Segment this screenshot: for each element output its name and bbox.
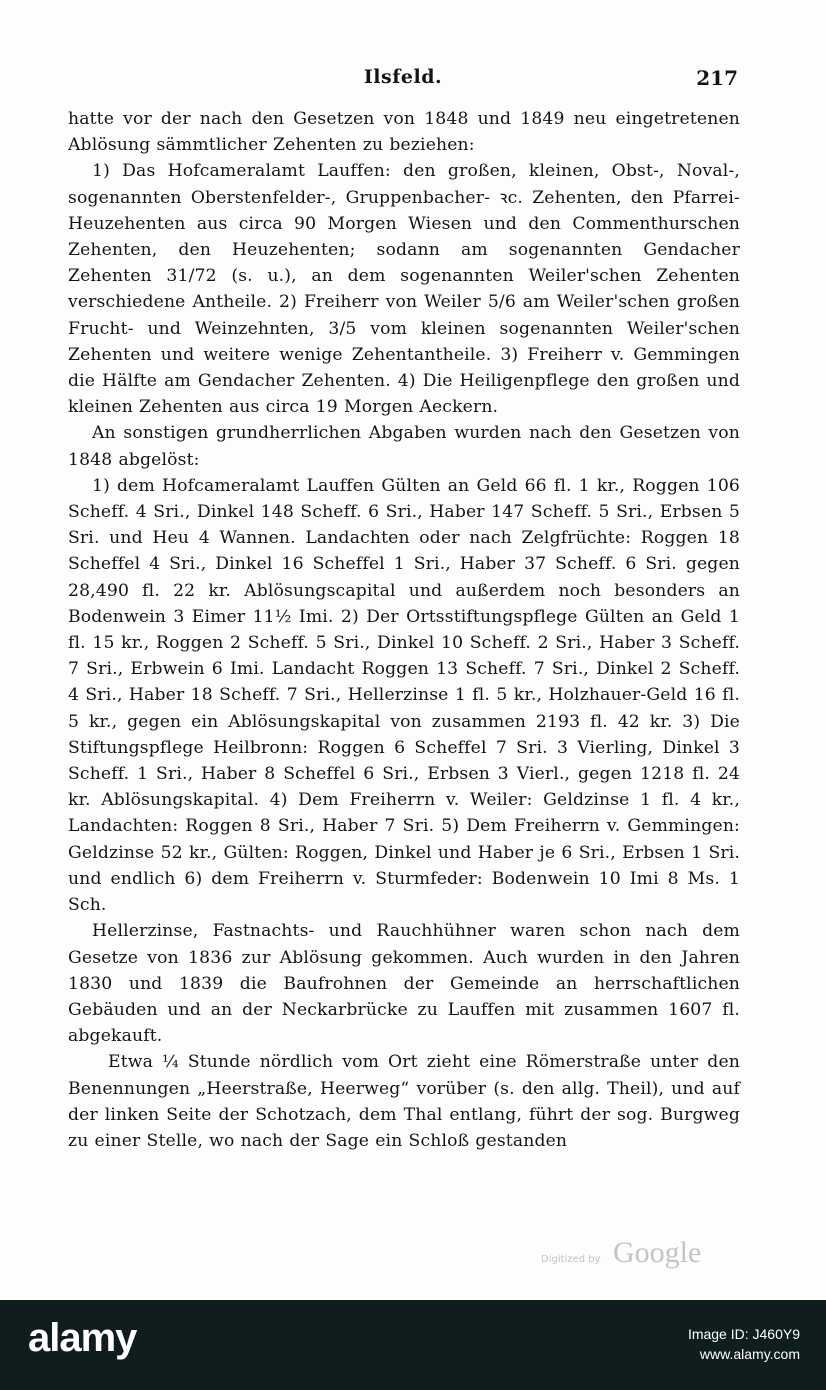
- paragraph-intro: hatte vor der nach den Gesetzen von 1848 und 1849 neu eingetretenen Ablösung sämmtlicher Zehenten zu beziehen:: [68, 109, 740, 156]
- google-logo: Google: [613, 1236, 702, 1269]
- banner-meta: [688, 1324, 800, 1364]
- paragraph-abgaben-intro: An sonstigen grundherrlichen Abgaben wurden nach den Gesetzen von 1848 abgelöst:: [68, 423, 740, 470]
- image-id-label: Image ID: J460Y9: [687, 1326, 800, 1342]
- paragraph-roemerstrasse: Etwa ¼ Stunde nördlich vom Ort zieht eine Römerstraße unter den Benennungen „Heerstraße, Heerweg“ vorüber (s. den allg. Theil), und auf der linken Seite der Schotzach, dem Thal entlang, führt der sog. Burgweg zu einer Stelle, wo nach der Sage ein Schloß gestanden: [68, 1052, 740, 1151]
- paragraph-abgaben-list: 1) dem Hofcameralamt Lauffen Gülten an Geld 66 fl. 1 kr., Roggen 106 Scheff. 4 Sri., Dinkel 148 Scheff. 6 Sri., Haber 147 Scheff. 5 Sri., Erbsen 5 Sri. und Heu 4 Wannen. Landachten oder nach Zelgfrüchte: Roggen 18 Scheffel 4 Sri., Dinkel 16 Scheffel 1 Sri., Haber 37 Scheff. 6 Sri. gegen 28,490 fl. 22 kr. Ablösungscapital und außerdem noch besonders an Bodenwein 3 Eimer 11½ Imi. 2) Der Ortsstiftungspflege Gülten an Geld 1 fl. 15 kr., Roggen 2 Scheff. 5 Sri., Dinkel 10 Scheff. 2 Sri., Haber 3 Scheff. 7 Sri., Erbwein 6 Imi. Landacht Roggen 13 Scheff. 7 Sri., Dinkel 2 Scheff. 4 Sri., Haber 18 Scheff. 7 Sri., Hellerzinse 1 fl. 5 kr., Holzhauer-Geld 16 fl. 5 kr., gegen ein Ablösungskapital von zusammen 2193 fl. 42 kr. 3) Die Stiftungspflege Heilbronn: Roggen 6 Scheffel 7 Sri. 3 Vierling, Dinkel 3 Scheff. 1 Sri., Haber 8 Scheffel 6 Sri., Erbsen 3 Vierl., gegen 1218 fl. 24 kr. Ablösungskapital. 4) Dem Freiherrn v. Weiler: Geldzinse 1 fl. 4 kr., Landachten: Roggen 8 Sri., Haber 7 Sri. 5) Dem Freiherrn v. Gemmingen: Geldzinse 52 kr., Gülten: Roggen, Dinkel und Haber je 6 Sri., Erbsen 1 Sri. und endlich 6) dem Freiherrn v. Sturmfeder: Bodenwein 10 Imi 8 Ms. 1 Sch.: [68, 475, 740, 916]
- body-text: [68, 106, 740, 1154]
- page-header: [68, 66, 738, 96]
- running-head: Ilsfeld.: [363, 66, 443, 88]
- site-url: www.alamy.com: [699, 1346, 800, 1362]
- stock-photo-banner: [0, 1300, 826, 1390]
- alamy-logo: alamy: [28, 1316, 137, 1360]
- google-digitized-watermark: [541, 1236, 721, 1272]
- paragraph-zehenten-list: 1) Das Hofcameralamt Lauffen: den großen, kleinen, Obst-, Noval-, sogenannten Oberstenfelder-, Gruppenbacher- ꝛc. Zehenten, den Pfarrei-Heuzehenten aus circa 90 Morgen Wiesen und den Commenthurschen Zehenten, den Heuzehenten; sodann am sogenannten Gendacher Zehenten 31/72 (s. u.), an dem sogenannten Weiler'schen Zehenten verschiedene Antheile. 2) Freiherr von Weiler 5/6 am Weiler'schen großen Frucht- und Weinzehnten, 3/5 vom kleinen sogenannten Weiler'schen Zehenten und weitere wenige Zehentantheile. 3) Freiherr v. Gemmingen die Hälfte am Gendacher Zehenten. 4) Die Heiligenpflege den großen und kleinen Zehenten aus circa 19 Morgen Aeckern.: [68, 161, 740, 418]
- paragraph-hellerzinse: Hellerzinse, Fastnachts- und Rauchhühner waren schon nach dem Gesetze von 1836 zur Ablösung gekommen. Auch wurden in den Jahren 1830 und 1839 die Baufrohnen der Gemeinde an herrschaftlichen Gebäuden und an der Neckarbrücke zu Lauffen mit zusammen 1607 fl. abgekauft.: [68, 921, 740, 1047]
- digitized-label: Digitized by: [541, 1254, 601, 1265]
- page-number: 217: [696, 66, 738, 90]
